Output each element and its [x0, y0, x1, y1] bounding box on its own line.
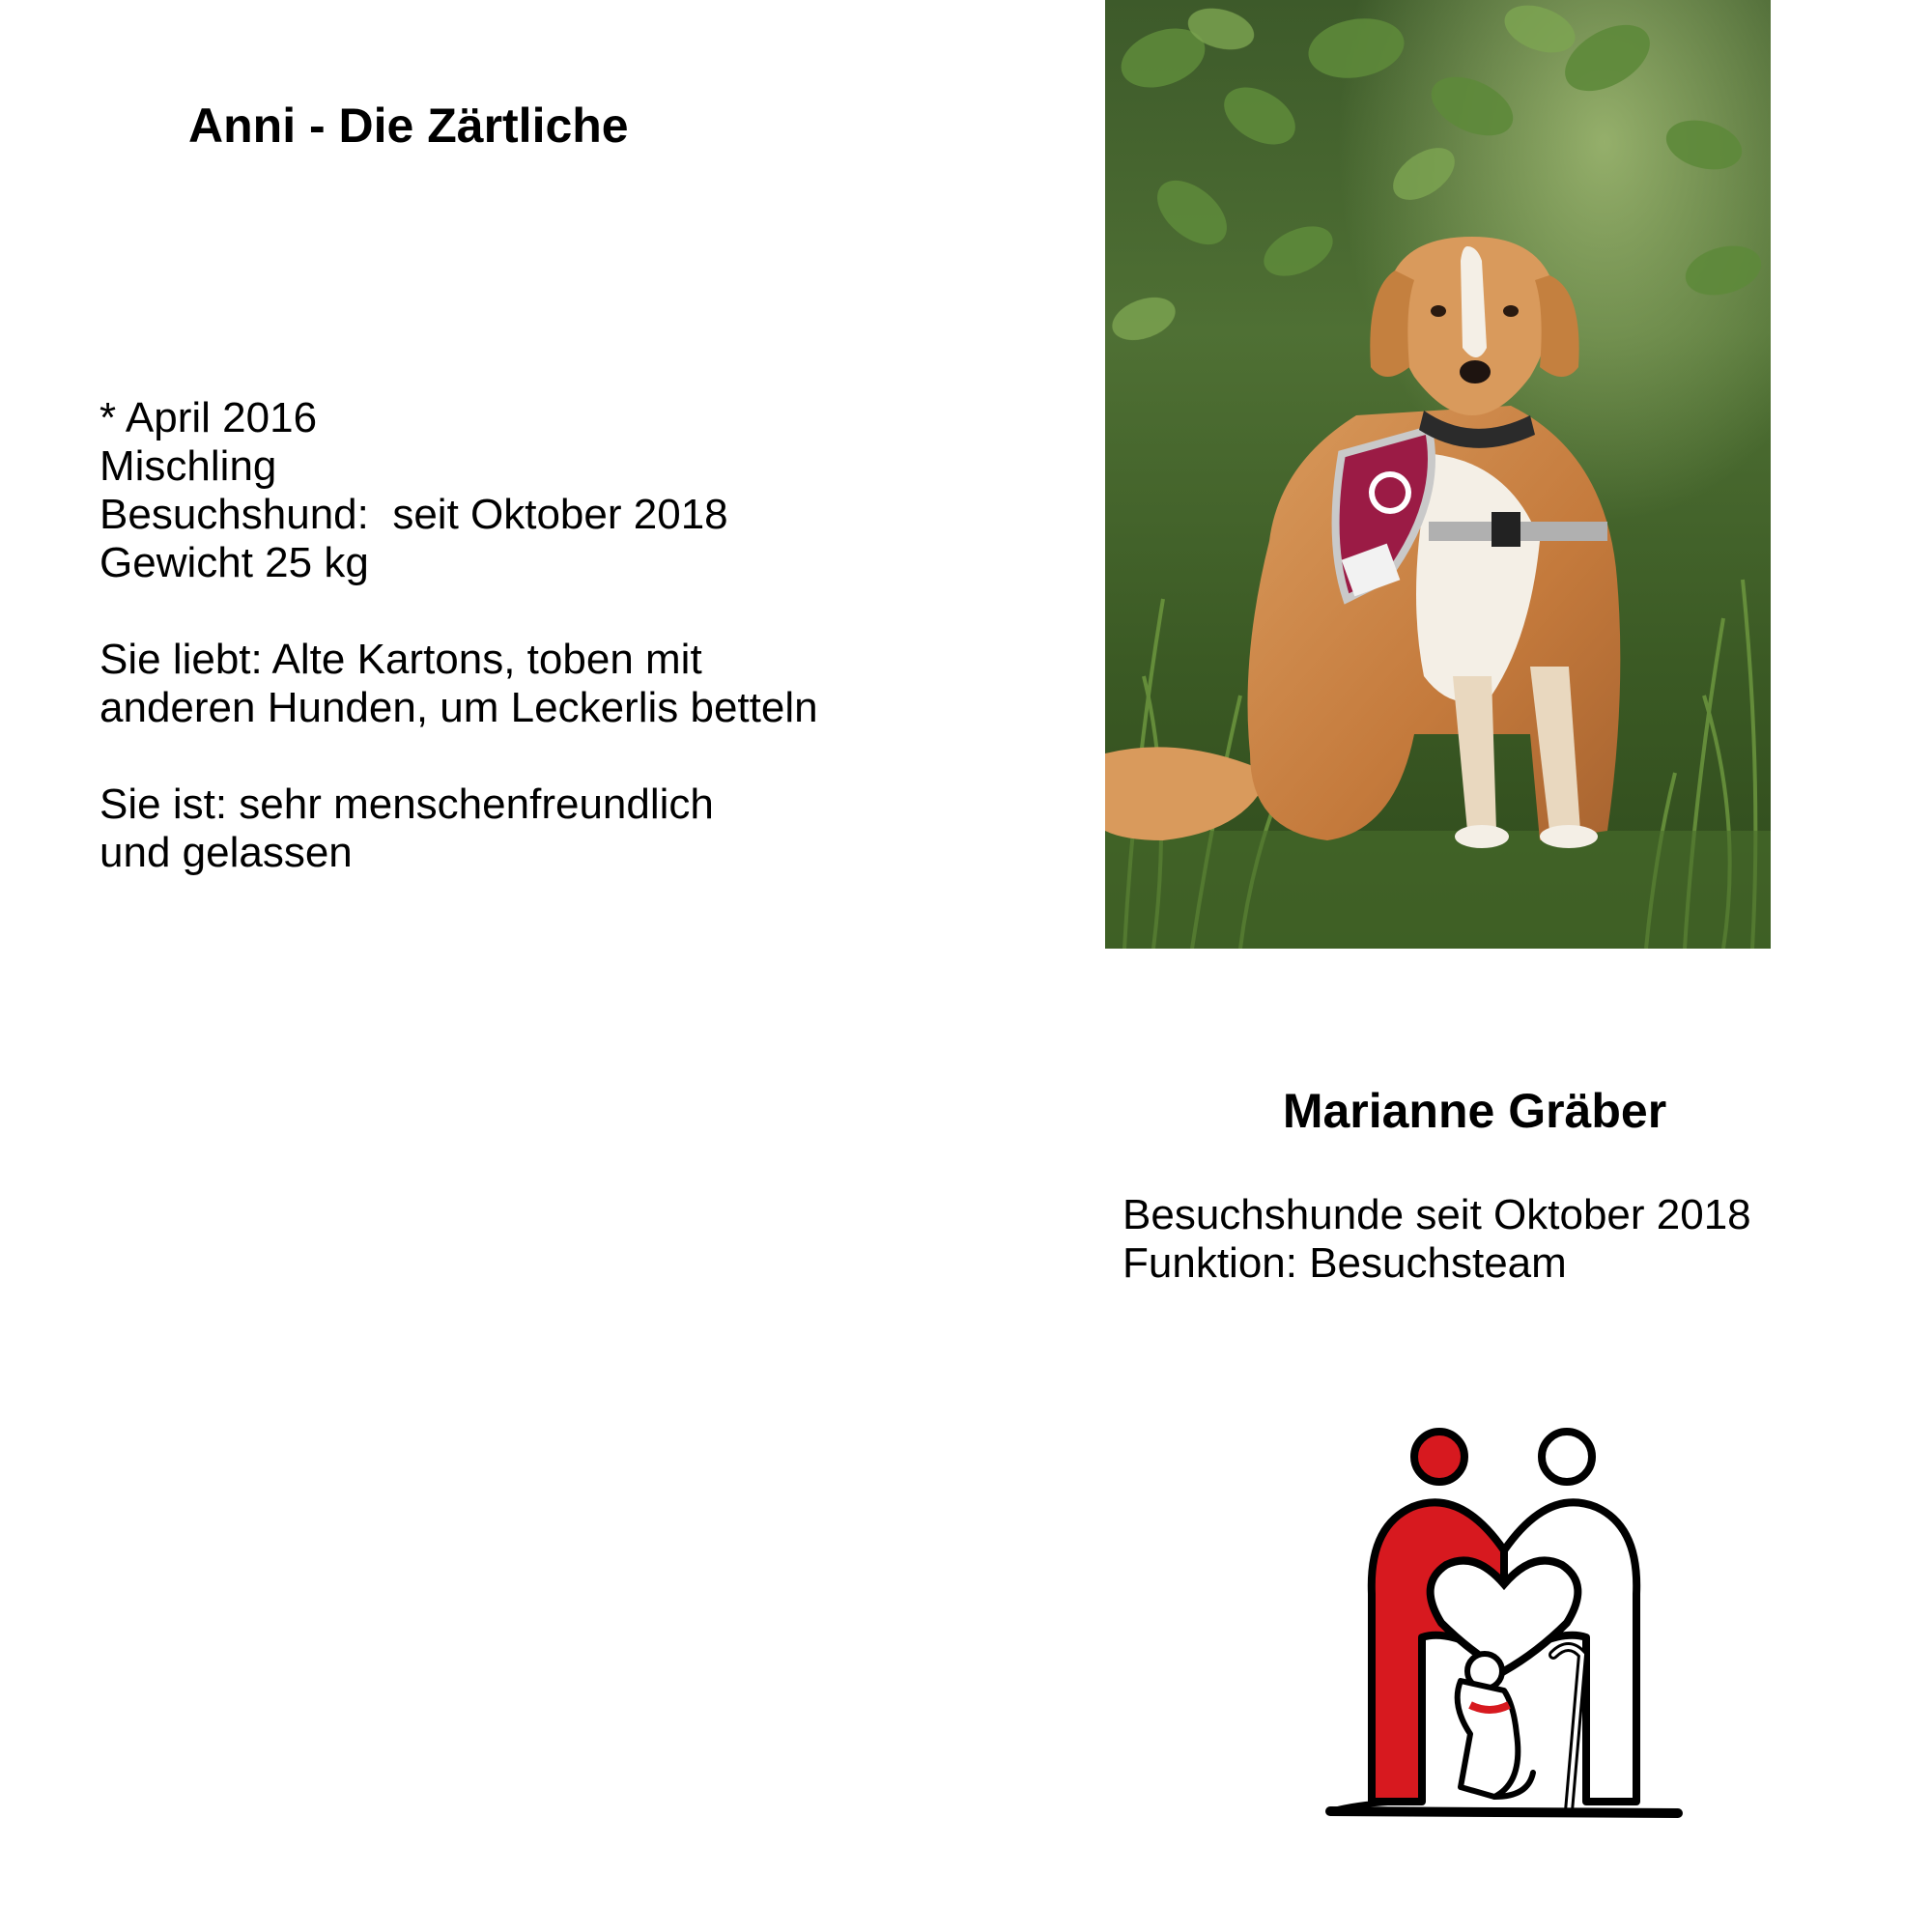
dog-is-line1: Sie ist: sehr menschenfreundlich [99, 781, 714, 828]
spacer [99, 587, 969, 636]
owner-info [1122, 1191, 1895, 1288]
owner-function: Funktion: Besuchsteam [1122, 1239, 1567, 1287]
dog-loves-line2: anderen Hunden, um Leckerlis betteln [99, 684, 818, 731]
heart-people-dog-logo [1316, 1415, 1692, 1821]
dog-visit-since: Besuchshund: seit Oktober 2018 [99, 491, 728, 538]
owner-name: Marianne Gräber [1282, 1084, 1667, 1138]
dog-loves-line1: Sie liebt: Alte Kartons, toben mit [99, 636, 702, 683]
heart-people-dog-logo-icon [1316, 1415, 1692, 1821]
dog-born: * April 2016 [99, 394, 318, 441]
dog-weight: Gewicht 25 kg [99, 539, 369, 586]
dog-photo-icon [1105, 0, 1771, 949]
owner-since: Besuchshunde seit Oktober 2018 [1122, 1191, 1751, 1238]
dog-photo [1105, 0, 1771, 949]
dog-info [99, 394, 969, 877]
dog-is-line2: und gelassen [99, 829, 353, 876]
dog-breed: Mischling [99, 442, 277, 490]
dog-title: Anni - Die Zärtliche [188, 99, 629, 153]
spacer [99, 732, 969, 781]
